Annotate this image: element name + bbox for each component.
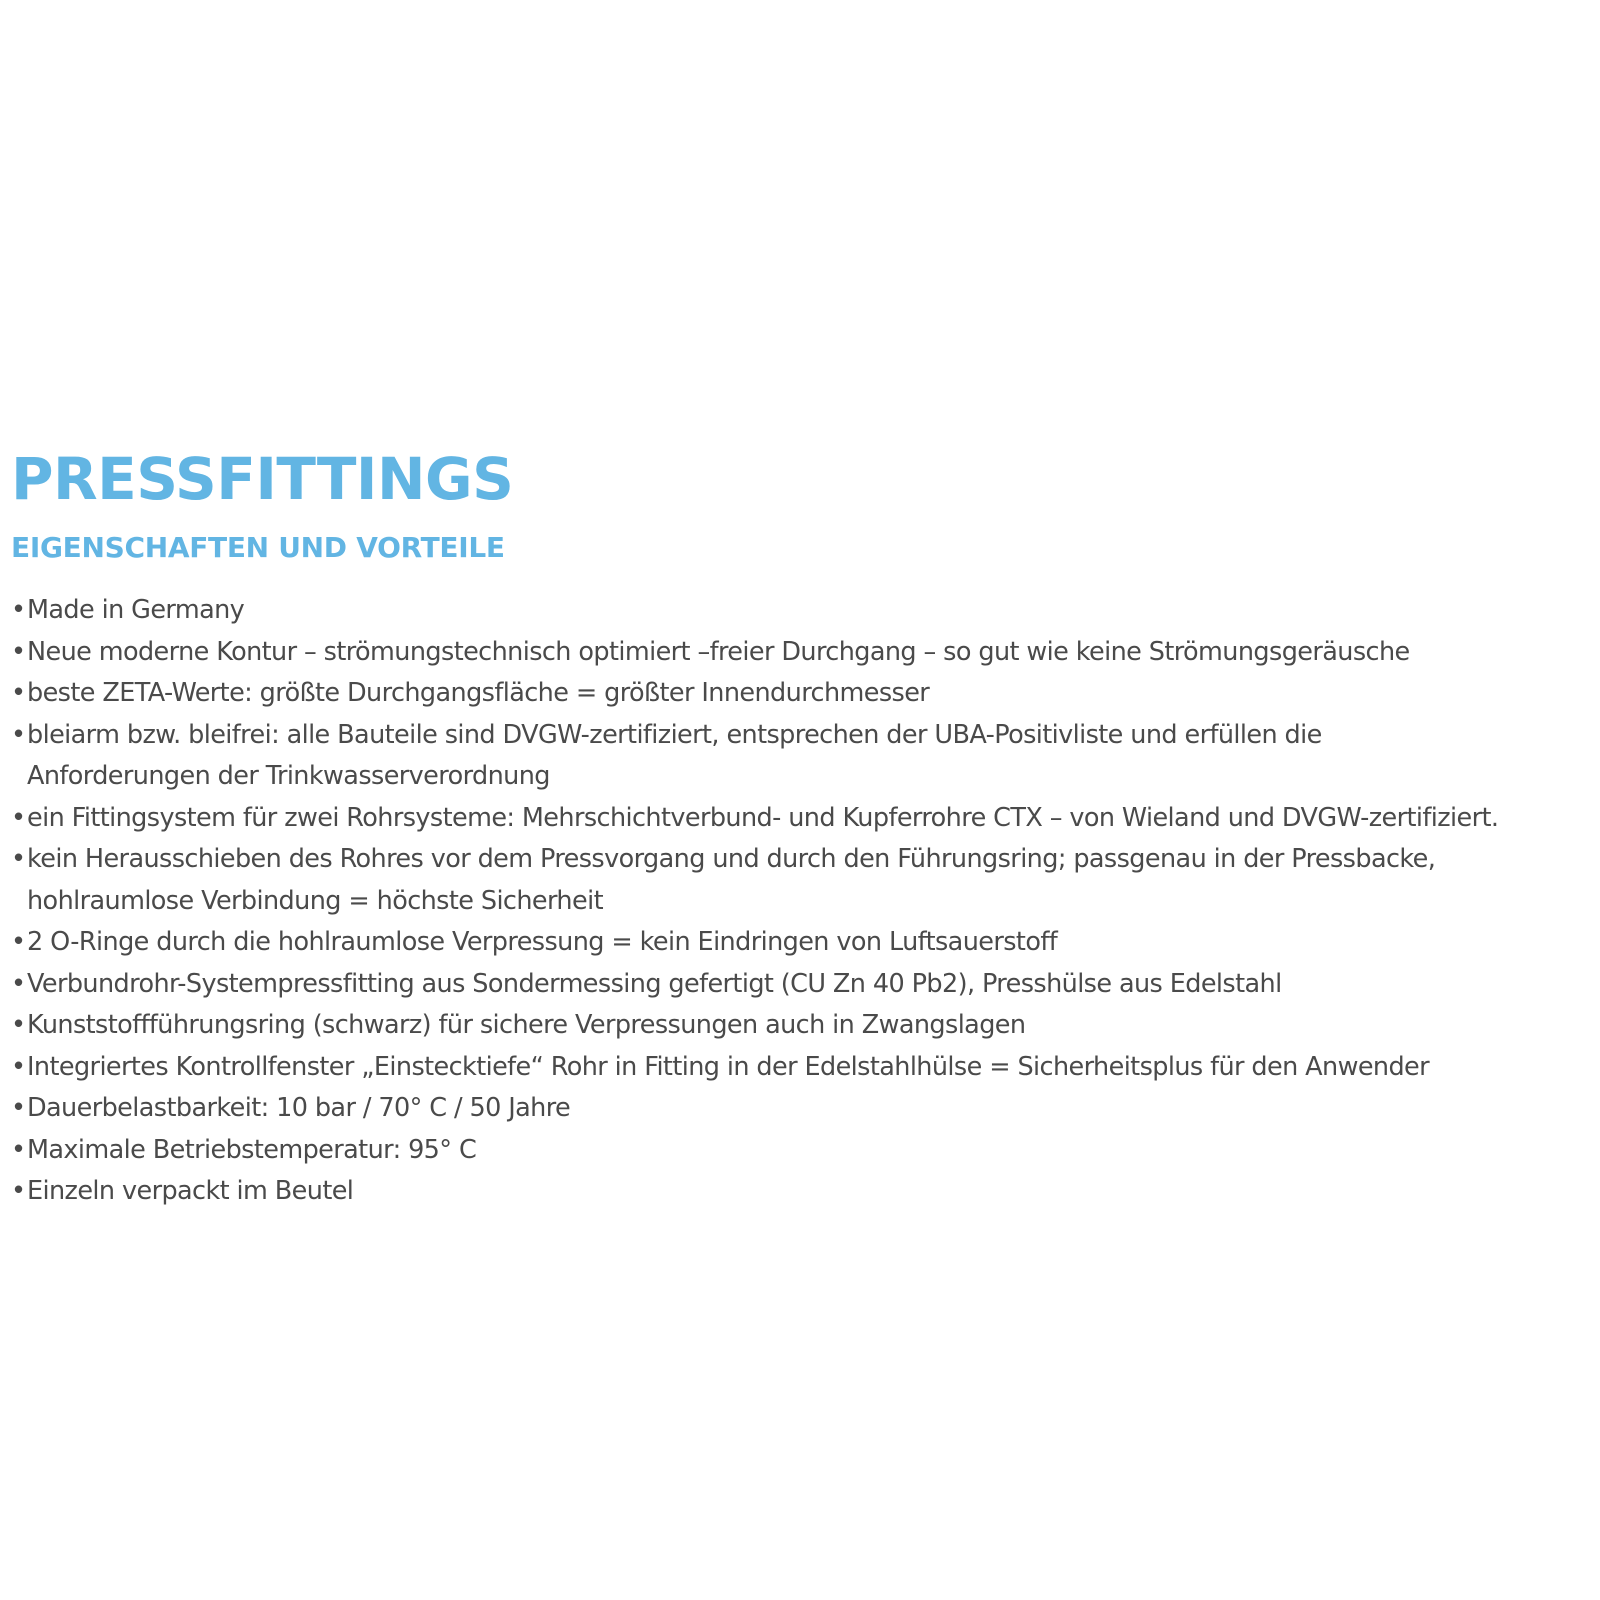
feature-text: Verbundrohr-Systempressfitting aus Sondermessing gefertigt (CU Zn 40 Pb2), Presshülse aus Edelstahl (27, 968, 1282, 999)
feature-item (11, 632, 1591, 674)
feature-text: Kunststoffführungsring (schwarz) für sichere Verpressungen auch in Zwangslagen (27, 1010, 1026, 1040)
feature-text: beste ZETA-Werte: größte Durchgangsfläche = größter Innendurchmesser (27, 678, 930, 708)
bullet-icon: • (11, 844, 26, 874)
bullet-icon: • (11, 968, 26, 999)
section-subtitle: EIGENSCHAFTEN UND VORTEILE (11, 531, 505, 564)
feature-item (11, 922, 1591, 964)
bullet-icon: • (11, 678, 26, 708)
feature-item (11, 673, 1591, 715)
feature-text: Einzeln verpackt im Beutel (27, 1176, 354, 1206)
feature-text: Integriertes Kontrollfenster „Einstecktiefe“ Rohr in Fitting in der Edelstahlhülse = Sicherheitsplus für den Anwender (27, 1051, 1430, 1082)
bullet-icon: • (11, 1010, 26, 1040)
feature-text: Maximale Betriebstemperatur: 95° C (27, 1134, 477, 1165)
feature-text: kein Herausschieben des Rohres vor dem Pressvorgang und durch den Führungsring; passgenau in der Pressbacke, hohlraumlose Verbindung = höchste Sicherheit (27, 844, 1436, 916)
feature-text: ein Fittingsystem für zwei Rohrsysteme: Mehrschichtverbund- und Kupferrohre CTX – von Wieland und DVGW-zertifiziert. (27, 802, 1499, 833)
product-info (11, 440, 1591, 1213)
feature-text: Made in Germany (27, 595, 245, 625)
feature-item (11, 1171, 1591, 1213)
feature-item (11, 1005, 1591, 1047)
bullet-icon: • (11, 1093, 26, 1123)
page-title: PRESSFITTINGS (11, 445, 514, 513)
feature-item (11, 715, 1591, 798)
feature-item (11, 964, 1591, 1006)
feature-text: Dauerbelastbarkeit: 10 bar / 70° C / 50 Jahre (27, 1093, 571, 1123)
feature-item (11, 590, 1591, 632)
feature-list (11, 590, 1591, 1213)
feature-text: bleiarm bzw. bleifrei: alle Bauteile sind DVGW-zertifiziert, entsprechen der UBA-Positivliste und erfüllen die Anforderungen der Trinkwasserverordnung (27, 719, 1322, 791)
bullet-icon: • (11, 1051, 26, 1082)
bullet-icon: • (11, 927, 26, 957)
bullet-icon: • (11, 1176, 26, 1206)
bullet-icon: • (11, 636, 26, 667)
bullet-icon: • (11, 595, 26, 625)
feature-item (11, 1088, 1591, 1130)
feature-text: 2 O-Ringe durch die hohlraumlose Verpressung = kein Eindringen von Luftsauerstoff (27, 927, 1058, 957)
feature-item (11, 1130, 1591, 1172)
feature-item (11, 839, 1591, 922)
feature-item (11, 1047, 1591, 1089)
bullet-icon: • (11, 719, 26, 750)
feature-text: Neue moderne Kontur – strömungstechnisch optimiert –freier Durchgang – so gut wie keine Strömungsgeräusche (27, 636, 1410, 667)
bullet-icon: • (11, 1134, 26, 1165)
feature-item (11, 798, 1591, 840)
bullet-icon: • (11, 802, 26, 833)
